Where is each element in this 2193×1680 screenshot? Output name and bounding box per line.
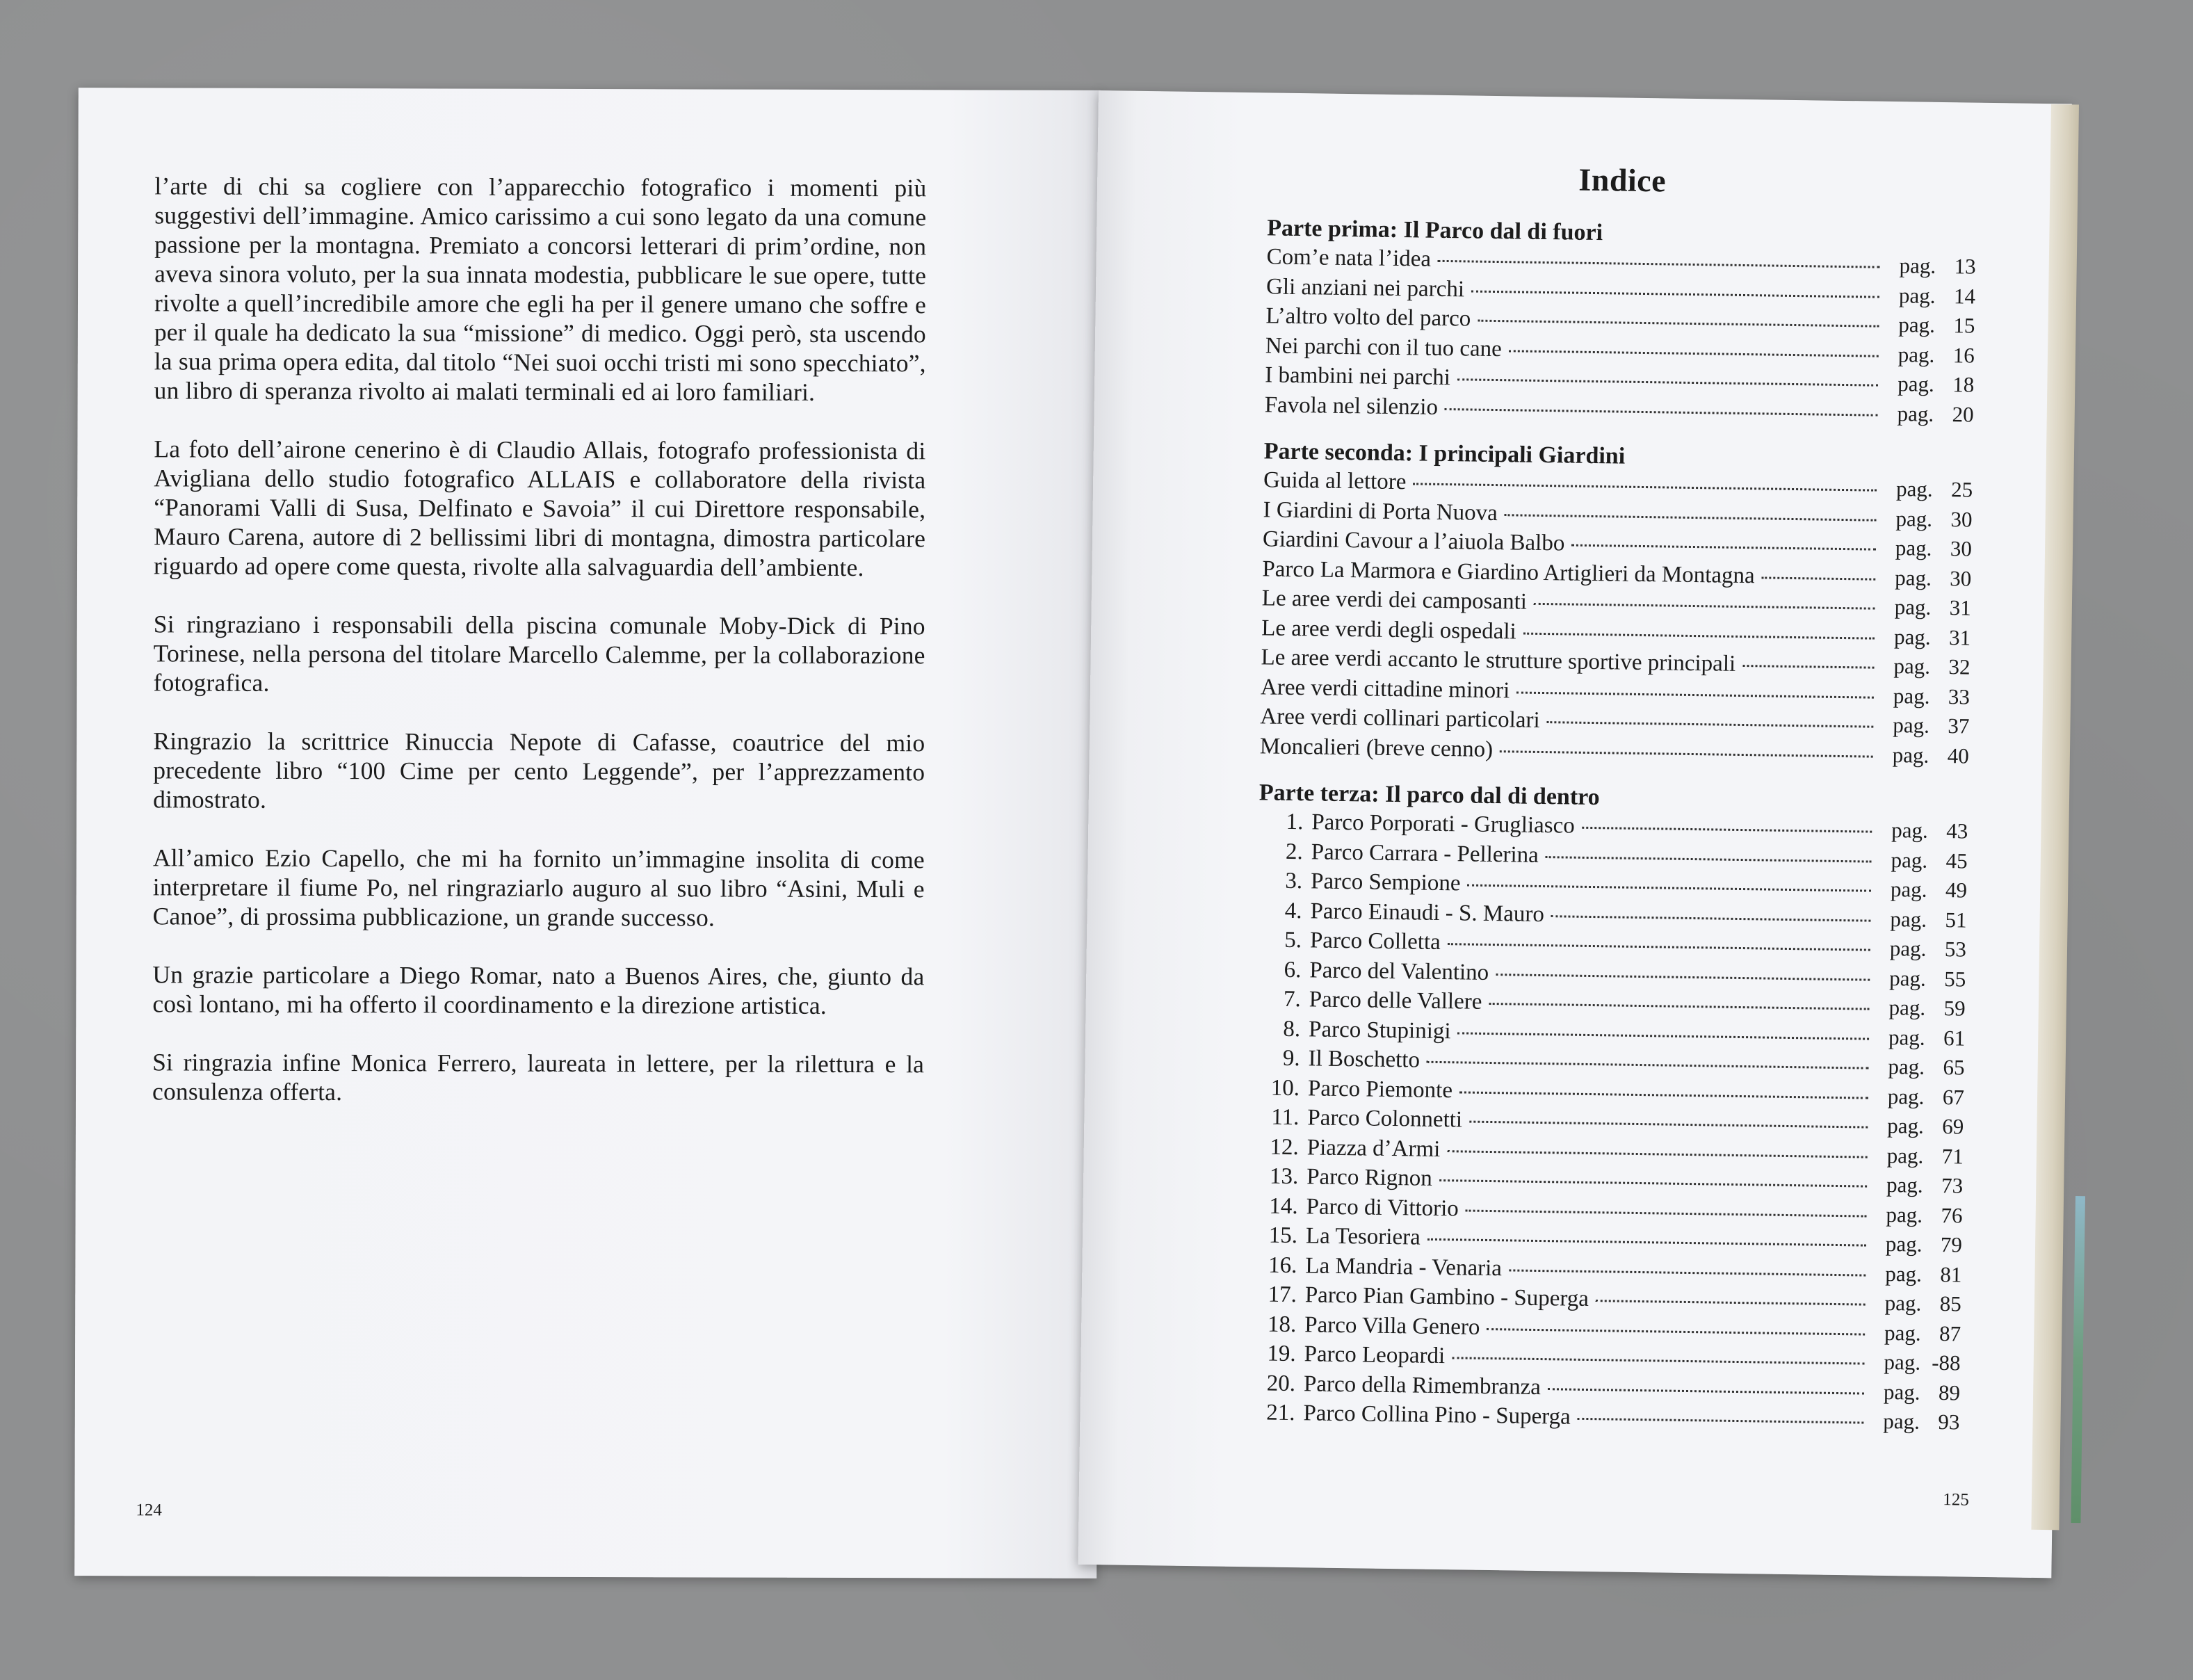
toc-page-number: 16 [1952, 342, 1975, 368]
toc-entry-label-wrap [1261, 672, 1510, 705]
toc-entry-label: Parco Carrara - Pellerina [1311, 839, 1539, 868]
toc-entry-label: Parco Porporati - Grugliasco [1311, 809, 1576, 839]
toc-entry-label: Gli anziani nei parchi [1265, 273, 1465, 302]
toc-pag-label: pag. [1886, 1142, 1924, 1168]
left-page [74, 88, 1101, 1578]
toc-leader-dots [1452, 1357, 1864, 1364]
toc-entry-label: Piazza d’Armi [1306, 1134, 1441, 1162]
toc-entry-label-wrap [1259, 807, 1575, 841]
toc-pag-label: pag. [1895, 476, 1933, 501]
toc-entry-label: Parco Rignon [1306, 1164, 1433, 1191]
toc-section-heading: Parte seconda: I principali Giardini [1263, 438, 1626, 469]
toc-pag-label: pag. [1893, 654, 1931, 679]
toc-page-number: 79 [1940, 1232, 1963, 1257]
toc-section [1264, 214, 1976, 429]
toc-entry-number: 14. [1269, 1193, 1298, 1219]
toc-entry-number: 1. [1286, 809, 1304, 835]
toc-entry-number: 8. [1283, 1016, 1301, 1042]
toc-entry-label: La Tesoriera [1305, 1223, 1421, 1250]
toc-entry-label-wrap [1254, 1161, 1432, 1193]
toc-entry-label: Aree verdi cittadine minori [1260, 674, 1510, 703]
toc-pag-label: pag. [1899, 253, 1936, 278]
toc-entry-label: Le aree verdi accanto le strutture sportive principali [1261, 645, 1736, 677]
toc-entry-label-wrap [1257, 896, 1544, 929]
toc-entry-label-wrap [1256, 1014, 1451, 1046]
toc-entry-label: Parco Colonnetti [1307, 1105, 1463, 1133]
toc-entry-label: Le aree verdi dei camposanti [1261, 585, 1528, 615]
toc-page-number: 85 [1939, 1291, 1962, 1316]
toc-leader-dots [1500, 750, 1873, 757]
toc-leader-dots [1457, 378, 1878, 386]
toc-entry-label-wrap [1252, 1279, 1589, 1314]
toc-leader-dots [1523, 632, 1875, 639]
paragraph: Si ringrazia infine Monica Ferrero, laureata in lettere, per la rilettura e la consulenza offerta. [152, 1048, 925, 1106]
toc-pag-label: pag. [1895, 565, 1932, 590]
toc-pag-label: pag. [1888, 1053, 1925, 1079]
page-number-right: 125 [1943, 1490, 1970, 1510]
toc-page-number: 37 [1948, 713, 1970, 738]
toc-entry-label-wrap [1252, 1309, 1480, 1342]
right-page [1078, 90, 2071, 1578]
toc-page-number: 87 [1939, 1320, 1961, 1346]
toc-entry-label: Parco Pian Gambino - Superga [1304, 1282, 1589, 1312]
toc-entry-number: 5. [1284, 927, 1302, 953]
toc-leader-dots [1489, 1003, 1869, 1010]
toc-page-number: 15 [1953, 313, 1975, 338]
toc-entry-number: 2. [1285, 839, 1303, 864]
toc-leader-dots [1439, 1179, 1867, 1188]
toc-entry-label: L’altro volto del parco [1265, 303, 1471, 332]
toc-pag-label: pag. [1897, 341, 1935, 367]
toc-entry-label: Nei parchi con il tuo cane [1265, 332, 1503, 362]
toc-leader-dots [1459, 1091, 1868, 1099]
toc-page-number: 65 [1943, 1055, 1965, 1080]
toc-entry-label-wrap [1253, 1220, 1421, 1252]
toc-leader-dots [1551, 915, 1871, 921]
toc-page-number: 30 [1950, 506, 1973, 532]
toc-page-number: 61 [1943, 1025, 1966, 1051]
toc-entry-label: Parco della Rimembranza [1303, 1371, 1541, 1400]
paragraph: Si ringraziano i responsabili della piscina comunale Moby-Dick di Pino Torinese, nella persona del titolare Marcello Calemme, per la collaborazione fotografica. [153, 610, 925, 697]
toc-page-number: 93 [1938, 1410, 1960, 1435]
toc-entry-label-wrap [1257, 925, 1441, 957]
toc-pag-label: pag. [1889, 965, 1927, 991]
toc-page-number: 31 [1948, 624, 1971, 650]
page-number-left: 124 [136, 1501, 162, 1520]
toc-leader-dots [1466, 1209, 1867, 1217]
toc-entry-label-wrap [1266, 272, 1465, 304]
paragraph: Un grazie particolare a Diego Romar, nato a Buenos Aires, che, giunto da così lontano, mi ha offerto il coordinamento e la direzione artistica. [152, 960, 925, 1019]
toc-page-number: 31 [1949, 595, 1971, 620]
toc-entry-label: Aree verdi collinari particolari [1260, 704, 1540, 733]
toc-entry-label: Le aree verdi degli ospedali [1261, 615, 1516, 644]
toc-pag-label: pag. [1890, 906, 1927, 932]
toc-entry-label-wrap [1263, 495, 1498, 528]
toc-entry-label-wrap [1253, 1191, 1459, 1224]
toc-page-number: 30 [1950, 565, 1972, 591]
toc-entry-number: 12. [1270, 1134, 1300, 1160]
toc-entry-label-wrap [1265, 360, 1450, 392]
toc-leader-dots [1445, 407, 1878, 416]
toc-leader-dots [1427, 1238, 1866, 1247]
toc-entry-number: 15. [1268, 1222, 1298, 1249]
toc-leader-dots [1505, 514, 1877, 521]
toc-page-number: 71 [1941, 1143, 1964, 1169]
toc-leader-dots [1546, 856, 1872, 863]
toc-entry-label-wrap [1256, 984, 1482, 1017]
toc-entry-label: Il Boschetto [1308, 1046, 1421, 1073]
toc-page-number: 55 [1944, 966, 1966, 992]
paragraph: La foto dell’airone cenerino è di Claudio Allais, fotografo professionista di Avigliana dello studio fotografico ALLAIS e collaboratore della rivista “Panorami Valli di Susa, Delfinato e Savoia” il cui Direttore responsabile, Mauro Carena, autore di 2 bellissimi libri di montagna, dimostra particolare riguardo ad opere come questa, rivolte alla salvaguardia dell’ambiente. [153, 435, 926, 582]
toc-leader-dots [1438, 260, 1880, 268]
toc-pag-label: pag. [1887, 1113, 1925, 1138]
toc-entry-label: Parco Leopardi [1304, 1341, 1446, 1369]
toc-entry-label: Guida al lettore [1263, 467, 1407, 495]
toc-pag-label: pag. [1884, 1349, 1921, 1375]
toc-entry-number: 4. [1284, 898, 1302, 923]
toc-leader-dots [1534, 603, 1875, 610]
toc-leader-dots [1509, 350, 1879, 357]
toc-entry-label-wrap [1264, 390, 1438, 422]
toc-leader-dots [1413, 483, 1877, 491]
toc-entry-label-wrap [1266, 242, 1431, 274]
toc-leader-dots [1548, 1388, 1864, 1394]
toc-page-number: 14 [1953, 283, 1976, 309]
toc-entry-label: Parco Einaudi - S. Mauro [1310, 898, 1545, 927]
toc-entry-label: Favola nel silenzio [1264, 391, 1439, 420]
toc-entry-label: Parco Piemonte [1307, 1075, 1453, 1103]
toc-pag-label: pag. [1883, 1408, 1920, 1434]
toc-entry-label-wrap [1254, 1132, 1441, 1164]
toc-entry-label-wrap [1260, 732, 1494, 764]
toc-entry-number: 9. [1282, 1045, 1300, 1072]
toc-pag-label: pag. [1884, 1320, 1921, 1346]
toc-page-number: 43 [1946, 818, 1968, 843]
toc-page-number: 20 [1952, 401, 1974, 427]
toc-entry-label-wrap [1256, 955, 1489, 987]
toc-entry-label: Com’e nata l’idea [1266, 244, 1432, 272]
toc-entry-label: I bambini nei parchi [1265, 362, 1451, 391]
toc-page-number: 59 [1943, 996, 1966, 1021]
toc-leader-dots [1458, 1032, 1870, 1040]
toc-page-number: 73 [1941, 1173, 1964, 1198]
toc-leader-dots [1478, 320, 1879, 328]
toc-entry-number: 6. [1284, 957, 1302, 983]
toc-pag-label: pag. [1885, 1231, 1923, 1257]
cover-edge-strip [2071, 1196, 2085, 1523]
toc-entry-label: Moncalieri (breve cenno) [1259, 733, 1494, 762]
toc-page-number: 25 [1950, 477, 1973, 502]
toc-entry-label-wrap [1263, 524, 1565, 558]
acknowledgements-text [152, 171, 927, 1137]
toc-pag-label: pag. [1890, 877, 1927, 902]
toc-pag-label: pag. [1895, 535, 1932, 560]
toc-page-number: 49 [1945, 878, 1968, 903]
toc-entry-label-wrap [1251, 1339, 1445, 1371]
toc-entry-number: 7. [1283, 986, 1302, 1012]
toc-entry-label: Parco Colletta [1309, 928, 1441, 955]
toc-pag-label: pag. [1886, 1172, 1923, 1197]
toc-entry-number: 17. [1268, 1282, 1297, 1308]
toc-page-number: 67 [1942, 1084, 1965, 1110]
toc-leader-dots [1469, 1121, 1868, 1129]
toc-entry-number: 18. [1267, 1311, 1297, 1337]
toc-pag-label: pag. [1892, 742, 1929, 768]
paragraph: l’arte di chi sa cogliere con l’apparecchio fotografico i momenti più suggestivi dell’immagine. Amico carissimo a cui sono legato da una comune passione per la montagna. Premiato a concorsi letterari di prim’ordine, non aveva sinora voluto, per la sua innata modestia, pubblicare le sue opere, tutte rivolte a quell’incredibile amore che egli ha per il genere umano che soffre e per il quale ha dedicato la sua “missione” di medico. Oggi però, sta uscendo la sua prima opera edita, dal titolo “Nei suoi occhi tristi mi sono specchiato”, un libro di speranza rivolto ai malati terminali ed ai loro familiari. [154, 172, 927, 406]
toc-pag-label: pag. [1886, 1202, 1923, 1227]
toc-page-number: -88 [1932, 1350, 1961, 1375]
toc-entry-label: Parco Stupinigi [1308, 1016, 1451, 1044]
toc-leader-dots [1487, 1327, 1865, 1335]
toc-leader-dots [1762, 576, 1876, 580]
toc-entry-label: Parco delle Vallere [1309, 987, 1482, 1015]
toc-pag-label: pag. [1897, 401, 1934, 426]
toc-entry-label: La Mandria - Venaria [1305, 1252, 1503, 1281]
toc-leader-dots [1596, 1300, 1866, 1305]
toc-page-number: 51 [1945, 907, 1967, 932]
toc-entry-label-wrap [1260, 702, 1540, 735]
toc-entry-label-wrap [1251, 1368, 1541, 1402]
toc-entry-label-wrap [1263, 465, 1407, 496]
toc-entry-label-wrap [1254, 1102, 1462, 1135]
toc-entry-number: 16. [1268, 1252, 1297, 1278]
toc-pag-label: pag. [1897, 371, 1934, 396]
toc-pag-label: pag. [1898, 312, 1936, 337]
toc-leader-dots [1582, 827, 1872, 833]
toc-page-number: 81 [1940, 1261, 1962, 1286]
toc-entry-number: 11. [1271, 1104, 1300, 1131]
toc-entry-number: 19. [1267, 1341, 1296, 1367]
toc-leader-dots [1742, 665, 1874, 669]
paragraph: Ringrazio la scrittrice Rinuccia Nepote di Cafasse, coautrice del mio precedente libro “100 Cime per cento Leggende”, per l’apprezzamento dimostrato. [153, 727, 925, 814]
toc-page-number: 89 [1938, 1380, 1961, 1405]
toc-pag-label: pag. [1888, 1024, 1925, 1050]
toc-page-number: 69 [1942, 1114, 1964, 1139]
toc-leader-dots [1448, 943, 1870, 951]
toc-pag-label: pag. [1884, 1290, 1922, 1316]
toc-entry-label: Giardini Cavour a l’aiuola Balbo [1262, 526, 1565, 556]
table-of-contents [1250, 156, 1977, 1455]
toc-entry-label: Parco di Vittorio [1306, 1193, 1459, 1221]
toc-leader-dots [1427, 1061, 1869, 1069]
toc-pag-label: pag. [1891, 847, 1928, 873]
toc-entry-label-wrap [1258, 837, 1539, 870]
toc-pag-label: pag. [1894, 595, 1932, 620]
toc-page-number: 18 [1952, 372, 1975, 397]
toc-entry-label: Parco Sempione [1310, 869, 1461, 896]
toc-pag-label: pag. [1889, 936, 1927, 961]
toc-leader-dots [1471, 290, 1879, 298]
toc-leader-dots [1467, 885, 1871, 892]
toc-page-number: 76 [1941, 1202, 1963, 1228]
toc-page-number: 40 [1947, 743, 1970, 768]
toc-page-number: 32 [1948, 654, 1971, 679]
toc-page-number: 45 [1945, 848, 1968, 873]
toc-page-number: 53 [1944, 937, 1967, 962]
toc-pag-label: pag. [1893, 624, 1931, 649]
toc-entry-number: 13. [1269, 1163, 1299, 1190]
toc-section-heading: Parte terza: Il parco dal di dentro [1259, 780, 1600, 811]
toc-entry-number: 21. [1265, 1400, 1295, 1426]
toc-entry-label-wrap [1258, 866, 1461, 898]
toc-entry-label-wrap [1262, 583, 1528, 617]
toc-page-number: 33 [1948, 684, 1971, 709]
paragraph: All’amico Ezio Capello, che mi ha fornito un’immagine insolita di come interpretare il fiume Po, nel ringraziarlo auguro al suo libro “Asini, Muli e Canoe”, di prossima pubblicazione, un grande successo. [152, 843, 925, 932]
toc-section-heading: Parte prima: Il Parco dal di fuori [1267, 215, 1603, 246]
toc-entry-label-wrap [1261, 613, 1516, 647]
toc-leader-dots [1496, 974, 1870, 981]
toc-entry-number: 20. [1266, 1371, 1296, 1396]
toc-pag-label: pag. [1893, 713, 1930, 738]
toc-leader-dots [1547, 721, 1874, 728]
toc-entry-label: Parco Villa Genero [1304, 1311, 1480, 1340]
toc-page-number: 30 [1950, 536, 1973, 561]
toc-title: Indice [1578, 161, 1667, 199]
toc-section [1250, 779, 1968, 1437]
toc-entry-label: Parco La Marmora e Giardino Artiglieri da Montagna [1262, 556, 1755, 588]
toc-pag-label: pag. [1891, 818, 1929, 843]
toc-leader-dots [1509, 1269, 1866, 1276]
toc-entry-label-wrap [1265, 301, 1471, 334]
toc-pag-label: pag. [1895, 506, 1933, 531]
toc-pag-label: pag. [1883, 1379, 1920, 1405]
toc-pag-label: pag. [1893, 683, 1930, 709]
toc-entry-label-wrap [1265, 331, 1503, 364]
toc-entry-number: 10. [1270, 1075, 1300, 1101]
toc-pag-label: pag. [1888, 995, 1926, 1020]
toc-leader-dots [1447, 1150, 1867, 1158]
toc-entry-number: 3. [1285, 868, 1303, 894]
toc-leader-dots [1571, 544, 1876, 551]
toc-entry-label: I Giardini di Porta Nuova [1263, 496, 1498, 526]
toc-section [1260, 437, 1973, 770]
toc-leader-dots [1516, 691, 1874, 698]
toc-entry-label-wrap [1255, 1073, 1453, 1105]
toc-entry-label-wrap [1255, 1043, 1420, 1075]
toc-pag-label: pag. [1887, 1083, 1925, 1109]
toc-entry-label: Parco del Valentino [1309, 957, 1489, 985]
toc-page-number: 13 [1954, 254, 1976, 279]
toc-leader-dots [1578, 1418, 1864, 1424]
toc-pag-label: pag. [1898, 282, 1936, 308]
toc-entry-label-wrap [1250, 1398, 1571, 1432]
toc-entry-label-wrap [1252, 1250, 1502, 1284]
toc-entry-label: Parco Collina Pino - Superga [1303, 1400, 1571, 1430]
toc-pag-label: pag. [1885, 1261, 1923, 1286]
